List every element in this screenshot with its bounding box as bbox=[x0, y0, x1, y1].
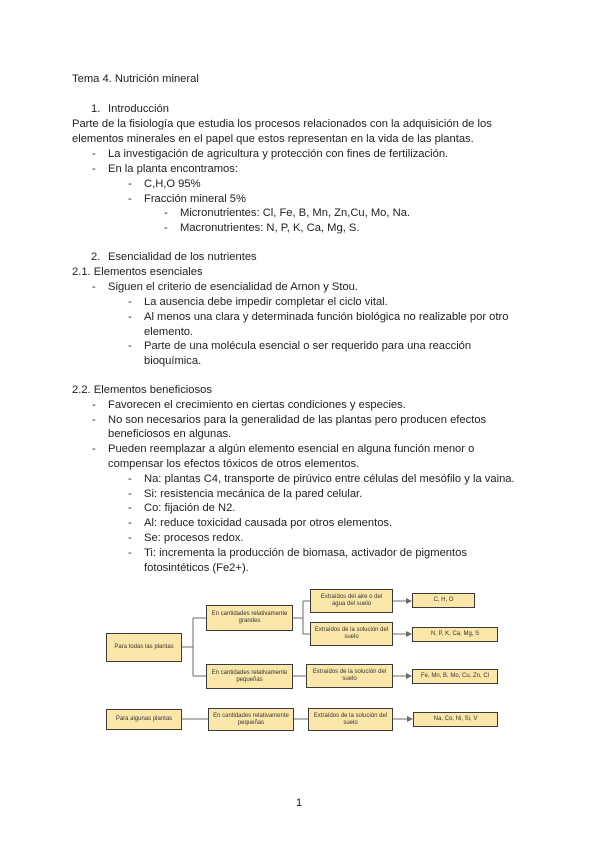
diagram-air-water: Extraídos del aire o del agua del suelo bbox=[310, 589, 393, 613]
element-ti-line1: Ti: incrementa la producción de biomasa, activador de pigmentos bbox=[144, 547, 467, 559]
bullet-dash: - bbox=[92, 148, 96, 160]
sub-mineral: Fracción mineral 5% bbox=[144, 193, 246, 205]
criterion-3-line1: Parte de una molécula esencial o ser requerido para una reacción bbox=[144, 340, 472, 352]
diagram-small-quantities: En cantidades relativamente pequeñas bbox=[206, 664, 293, 689]
bullet-dash: - bbox=[92, 414, 96, 426]
element-ti-line2: fotosintéticos (Fe2+). bbox=[144, 562, 249, 574]
bullet-dash: - bbox=[128, 340, 132, 352]
subsection-2-1: 2.1. Elementos esenciales bbox=[72, 266, 203, 278]
bullet-research: La investigación de agricultura y protección con fines de fertilización. bbox=[108, 148, 449, 160]
element-co: Co: fijación de N2. bbox=[144, 502, 236, 514]
beneficial-2-line2: beneficiosos en algunas. bbox=[108, 428, 232, 440]
bullet-criterion: Siguen el criterio de esencialidad de Arnon y Stou. bbox=[108, 281, 359, 293]
diagram-micronutrients: Fe, Mn, B, Mo, Cu, Zn, Cl bbox=[412, 669, 498, 684]
diagram-soil-solution: Extraídos de la solución del suelo bbox=[306, 664, 393, 688]
subsub-macro: Macronutrientes: N, P, K, Ca, Mg, S. bbox=[180, 222, 360, 234]
section2-number: 2. bbox=[91, 251, 101, 263]
diagram-root-some-plants: Para algunas plantas bbox=[106, 709, 182, 730]
bullet-dash: - bbox=[128, 296, 132, 308]
bullet-dash: - bbox=[92, 443, 96, 455]
bullet-dash: - bbox=[128, 547, 132, 559]
element-na: Na: plantas C4, transporte de pirúvico entre células del mesófilo y la vaina. bbox=[144, 473, 515, 485]
diagram-soil-solution: Extraídos de la solución del suelo bbox=[308, 708, 393, 731]
bullet-dash: - bbox=[164, 207, 168, 219]
section2-heading: Esencialidad de los nutrientes bbox=[108, 251, 257, 263]
diagram-small-quantities: En cantidades relativamente pequeñas bbox=[208, 708, 294, 731]
element-al: Al: reduce toxicidad causada por otros elementos. bbox=[144, 517, 393, 529]
criterion-2-line2: elemento. bbox=[144, 326, 194, 338]
section1-paragraph-line1: Parte de la fisiología que estudia los procesos relacionados con la adquisición de los bbox=[72, 118, 492, 130]
bullet-dash: - bbox=[128, 473, 132, 485]
section1-heading: Introducción bbox=[108, 103, 169, 115]
bullet-dash: - bbox=[128, 517, 132, 529]
section1-number: 1. bbox=[91, 103, 101, 115]
section1-paragraph-line2: elementos minerales en el papel que estos representan en la vida de las plantas. bbox=[72, 133, 474, 145]
bullet-dash: - bbox=[128, 532, 132, 544]
element-se: Se: procesos redox. bbox=[144, 532, 244, 544]
bullet-dash: - bbox=[92, 399, 96, 411]
page-title: Tema 4. Nutrición mineral bbox=[72, 73, 199, 85]
bullet-dash: - bbox=[128, 311, 132, 323]
beneficial-2-line1: No son necesarios para la generalidad de las plantas pero producen efectos bbox=[108, 414, 487, 426]
subsub-micro: Micronutrientes: Cl, Fe, B, Mn, Zn,Cu, Mo, Na. bbox=[180, 207, 411, 219]
bullet-dash: - bbox=[128, 178, 132, 190]
criterion-1: La ausencia debe impedir completar el ciclo vital. bbox=[144, 296, 388, 308]
bullet-dash: - bbox=[92, 163, 96, 175]
bullet-dash: - bbox=[92, 281, 96, 293]
beneficial-3-line2: compensar los efectos tóxicos de otros elementos. bbox=[108, 458, 360, 470]
diagram-large-quantities: En cantidades relativamente grandes bbox=[206, 605, 293, 631]
bullet-dash: - bbox=[164, 222, 168, 234]
subsection-2-2: 2.2. Elementos beneficiosos bbox=[72, 384, 212, 396]
criterion-3-line2: bioquímica. bbox=[144, 355, 202, 367]
element-si: Si: resistencia mecánica de la pared celular. bbox=[144, 488, 363, 500]
diagram-soil-solution: Extraídos de la solución del suelo bbox=[310, 622, 393, 646]
page-number: 1 bbox=[296, 797, 303, 809]
bullet-dash: - bbox=[128, 488, 132, 500]
diagram-beneficial-elements: Na, Co, Ni, Si, V bbox=[413, 712, 498, 727]
criterion-2-line1: Al menos una clara y determinada función biológica no realizable por otro bbox=[144, 311, 509, 323]
diagram-macronutrients: N, P, K, Ca, Mg, S bbox=[412, 627, 498, 642]
bullet-dash: - bbox=[128, 502, 132, 514]
bullet-dash: - bbox=[128, 193, 132, 205]
sub-cho: C,H,O 95% bbox=[144, 178, 201, 190]
diagram-cho: C, H, O bbox=[412, 593, 475, 608]
beneficial-1: Favorecen el crecimiento en ciertas condiciones y especies. bbox=[108, 399, 406, 411]
bullet-plant: En la planta encontramos: bbox=[108, 163, 238, 175]
beneficial-3-line1: Pueden reemplazar a algún elemento esencial en alguna función menor o bbox=[108, 443, 475, 455]
diagram-root-all-plants: Para todas las plantas bbox=[106, 633, 182, 662]
